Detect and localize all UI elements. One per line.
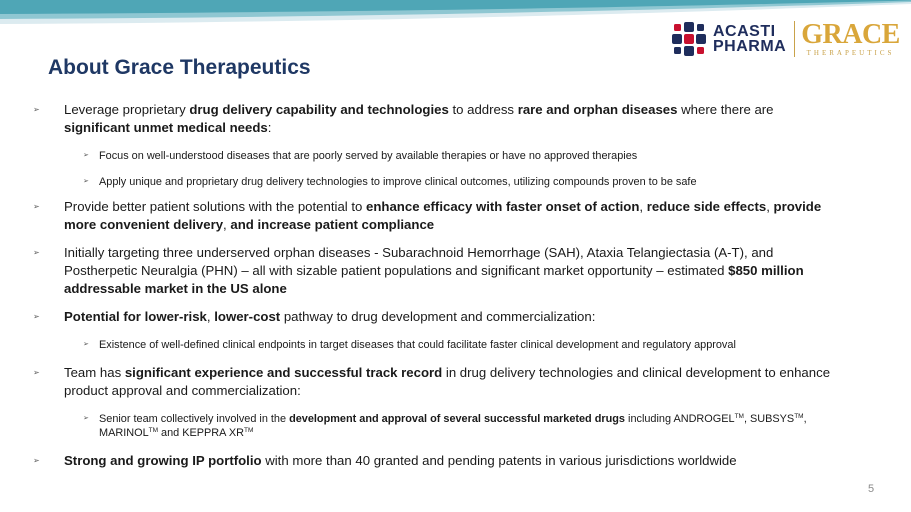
bullet-arrow-icon: ➢ — [33, 105, 40, 114]
bullet-text: , — [766, 199, 774, 214]
slide-title: About Grace Therapeutics — [48, 56, 311, 79]
acasti-logo-icon — [670, 20, 708, 58]
bullet-lower-risk — [33, 308, 843, 326]
bullet-bold-text: significant experience and successful track record — [124, 365, 443, 380]
sub-bullet-text: including ANDROGEL — [625, 413, 735, 425]
bullet-arrow-icon: ➢ — [33, 456, 40, 465]
acasti-wordmark-line1: ACASTI — [713, 23, 776, 40]
sub-bullet-text: Existence of well-defined clinical endpoints in target diseases that could facilitate faster clinical development and regulatory approval — [99, 339, 736, 351]
trademark-symbol: TM — [148, 427, 159, 434]
bullet-bold-text: and increase patient compliance — [230, 217, 435, 232]
sub-bullet-arrow-icon: ➢ — [83, 178, 89, 185]
bullet-bold-text: $850 million addressable market in the US alone — [64, 263, 804, 296]
company-logos — [670, 18, 900, 60]
grace-wordmark-sub: THERAPEUTICS — [806, 48, 895, 57]
sub-bullet-text: , MARINOL — [99, 413, 807, 439]
bullet-bold-text: enhance efficacy with faster onset of action — [366, 199, 640, 214]
sub-bullet-text: Senior team collectively involved in the — [99, 413, 290, 425]
grace-wordmark: GRACE — [801, 18, 900, 50]
sub-bullet-clinical-endpoints — [33, 338, 843, 352]
bullet-text: Team has — [64, 365, 125, 380]
bullet-text: : — [267, 120, 272, 135]
bullet-team-experience — [33, 364, 843, 400]
trademark-symbol: TM — [794, 413, 804, 420]
acasti-wordmark-line2: PHARMA — [713, 38, 787, 55]
sub-bullet-senior-team — [33, 412, 843, 440]
bullet-text: to address — [448, 102, 518, 117]
bullet-text: in drug delivery technologies and clinical development to enhance product approval and commercialization: — [64, 365, 831, 398]
bullet-text: , — [206, 309, 215, 324]
sub-bullet-apply — [33, 175, 843, 189]
bullet-bold-text: Strong and growing IP portfolio — [64, 453, 262, 468]
sub-bullet-arrow-icon: ➢ — [83, 152, 89, 159]
bullet-bold-text: provide more convenient delivery — [64, 199, 822, 232]
sub-bullet-text: Apply unique and proprietary drug delivery technologies to improve clinical outcomes, utilizing compounds proven to be safe — [99, 176, 697, 188]
sub-bullet-text: Focus on well-understood diseases that are poorly served by available therapies or have no approved therapies — [99, 150, 638, 162]
bullet-arrow-icon: ➢ — [33, 312, 40, 321]
trademark-symbol: TM — [734, 413, 744, 420]
bullet-text: pathway to drug development and commercialization: — [280, 309, 596, 324]
bullet-text: , — [639, 199, 647, 214]
bullet-text: with more than 40 granted and pending patents in various jurisdictions worldwide — [261, 453, 737, 468]
bullet-bold-text: drug delivery capability and technologies — [189, 102, 449, 117]
sub-bullet-bold-text: development and approval of several successful marketed drugs — [289, 413, 625, 425]
bullet-orphan-diseases — [33, 244, 843, 298]
bullet-ip-portfolio — [33, 452, 843, 470]
trademark-symbol: TM — [243, 427, 254, 434]
sub-bullet-arrow-icon: ➢ — [83, 415, 89, 422]
sub-bullet-focus — [33, 149, 843, 163]
bullet-arrow-icon: ➢ — [33, 202, 40, 211]
bullet-bold-text: rare and orphan diseases — [517, 102, 678, 117]
bullet-patient-solutions — [33, 198, 843, 234]
logo-divider — [794, 21, 795, 57]
bullet-text: Provide better patient solutions with the potential to — [64, 199, 367, 214]
sub-bullet-arrow-icon: ➢ — [83, 341, 89, 348]
bullet-text: Initially targeting three underserved orphan diseases - Subarachnoid Hemorrhage (SAH), Ataxia Telangiectasia (A-T), and Postherpetic Neuralgia (PHN) – all with sizable patient populations and significant market opportunity – estimated — [64, 245, 774, 278]
bullet-bold-text: reduce side effects — [646, 199, 767, 214]
bullet-bold-text: significant unmet medical needs — [64, 120, 268, 135]
bullet-text: Leverage proprietary — [64, 102, 190, 117]
bullet-arrow-icon: ➢ — [33, 368, 40, 377]
acasti-pharma-wordmark — [713, 24, 786, 54]
page-number: 5 — [868, 483, 875, 495]
bullet-bold-text: Potential for lower-risk — [64, 309, 207, 324]
bullet-text: , — [223, 217, 231, 232]
bullet-text: where there are — [677, 102, 774, 117]
slide-content — [33, 98, 843, 470]
bullet-drug-delivery — [33, 101, 843, 137]
bullet-arrow-icon: ➢ — [33, 248, 40, 257]
grace-therapeutics-logo — [801, 18, 900, 58]
sub-bullet-text: , SUBSYS — [743, 413, 795, 425]
sub-bullet-text: and KEPPRA XR — [158, 427, 244, 439]
bullet-bold-text: lower-cost — [214, 309, 281, 324]
